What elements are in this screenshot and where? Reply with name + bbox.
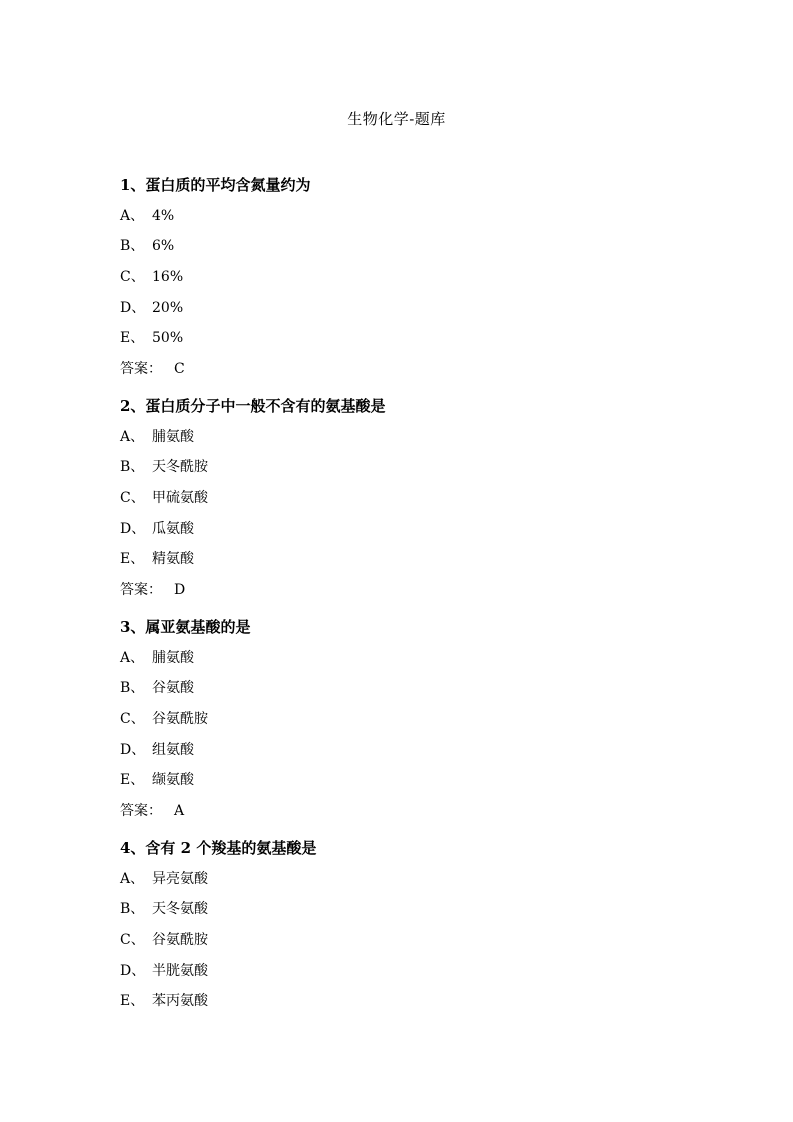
option-text: 天冬氨酸	[152, 901, 208, 917]
answer-value: A	[174, 803, 185, 819]
question-2-option-a	[120, 426, 194, 448]
option-text: 缬氨酸	[152, 772, 194, 788]
option-letter: B、	[120, 238, 145, 254]
question-2-option-e	[120, 548, 194, 570]
question-3-answer	[120, 800, 184, 822]
question-1-stem: 1、蛋白质的平均含氮量约为	[120, 176, 311, 194]
option-letter: A、	[120, 429, 145, 445]
option-text: 16%	[152, 269, 184, 285]
question-2-stem: 2、蛋白质分子中一般不含有的氨基酸是	[120, 397, 386, 415]
option-letter: A、	[120, 871, 145, 887]
question-4-option-a	[120, 868, 208, 890]
question-1-option-e	[120, 327, 183, 349]
option-letter: B、	[120, 680, 145, 696]
option-text: 谷氨酰胺	[152, 932, 208, 948]
option-text: 异亮氨酸	[152, 871, 208, 887]
option-letter: C、	[120, 269, 145, 285]
option-letter: A、	[120, 650, 145, 666]
option-text: 半胱氨酸	[152, 963, 208, 979]
option-letter: E、	[120, 551, 145, 567]
option-letter: B、	[120, 901, 145, 917]
option-text: 瓜氨酸	[152, 521, 194, 537]
question-2-answer	[120, 579, 185, 601]
question-3-option-d	[120, 739, 194, 761]
answer-label: 答案：	[120, 582, 162, 598]
option-text: 精氨酸	[152, 551, 194, 567]
option-letter: E、	[120, 993, 145, 1009]
option-letter: D、	[120, 742, 146, 758]
option-text: 天冬酰胺	[152, 459, 208, 475]
option-text: 50%	[152, 330, 184, 346]
option-text: 谷氨酸	[152, 680, 194, 696]
option-letter: C、	[120, 932, 145, 948]
option-text: 4%	[152, 208, 175, 224]
page-title: 生物化学-题库	[347, 110, 446, 128]
option-text: 谷氨酰胺	[152, 711, 208, 727]
option-text: 脯氨酸	[152, 429, 194, 445]
question-4-stem: 4、含有 2 个羧基的氨基酸是	[120, 839, 317, 857]
answer-value: D	[174, 582, 186, 598]
option-letter: D、	[120, 963, 146, 979]
question-3-option-c	[120, 708, 208, 730]
answer-label: 答案：	[120, 361, 162, 377]
option-letter: D、	[120, 300, 146, 316]
answer-label: 答案：	[120, 803, 162, 819]
option-letter: C、	[120, 490, 145, 506]
option-letter: D、	[120, 521, 146, 537]
question-1-option-c	[120, 266, 183, 288]
question-3-option-b	[120, 677, 194, 699]
option-text: 6%	[152, 238, 175, 254]
option-letter: E、	[120, 330, 145, 346]
question-3-stem: 3、属亚氨基酸的是	[120, 618, 251, 636]
question-1-option-b	[120, 235, 174, 257]
question-1-option-d	[120, 297, 183, 319]
question-2-option-c	[120, 487, 208, 509]
question-4-option-b	[120, 898, 208, 920]
question-4-option-e	[120, 990, 208, 1012]
question-2-option-d	[120, 518, 194, 540]
option-letter: C、	[120, 711, 145, 727]
question-1-answer	[120, 358, 185, 380]
question-4-option-d	[120, 960, 208, 982]
question-3-option-a	[120, 647, 194, 669]
question-1-option-a	[120, 205, 174, 227]
option-text: 甲硫氨酸	[152, 490, 208, 506]
option-letter: A、	[120, 208, 145, 224]
answer-value: C	[174, 361, 185, 377]
option-text: 20%	[152, 300, 184, 316]
option-text: 组氨酸	[152, 742, 194, 758]
option-text: 脯氨酸	[152, 650, 194, 666]
option-text: 苯丙氨酸	[152, 993, 208, 1009]
question-3-option-e	[120, 769, 194, 791]
question-2-option-b	[120, 456, 208, 478]
question-4-option-c	[120, 929, 208, 951]
option-letter: E、	[120, 772, 145, 788]
option-letter: B、	[120, 459, 145, 475]
